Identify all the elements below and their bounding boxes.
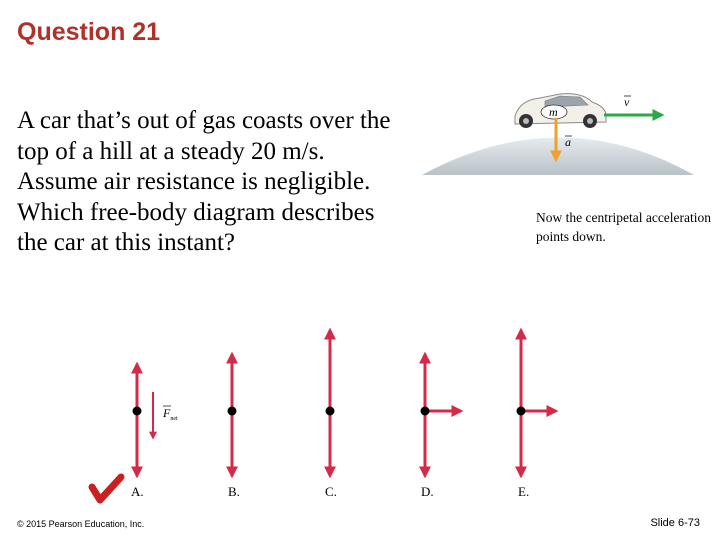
option-e-label: E. bbox=[518, 484, 530, 499]
copyright-text: © 2015 Pearson Education, Inc. bbox=[17, 519, 145, 529]
slide-number: Slide 6-73 bbox=[650, 517, 700, 529]
fbd-option-d bbox=[421, 354, 462, 499]
hill bbox=[422, 138, 694, 176]
fbd-option-e bbox=[517, 330, 557, 499]
velocity-label: v bbox=[624, 95, 630, 109]
option-b-label: B. bbox=[228, 484, 240, 499]
slide-title: Question 21 bbox=[17, 18, 161, 46]
option-c-label: C. bbox=[325, 484, 337, 499]
car-illustration bbox=[515, 94, 606, 128]
fbd-option-b bbox=[228, 354, 240, 499]
checkmark-icon bbox=[92, 477, 121, 500]
fbd-option-a bbox=[92, 364, 178, 500]
fnet-label: $F_{net}$ bbox=[163, 406, 178, 422]
question-text: A car that’s out of gas coasts over the top of a hill at a steady 20 m/s. Assume air resistance is negligible. Which free-body diagram describes the car at this instant? bbox=[17, 107, 391, 256]
centripetal-note: Now the centripetal acceleration points down. bbox=[536, 210, 712, 244]
acceleration-label: a bbox=[565, 135, 571, 149]
option-a-label: A. bbox=[131, 484, 144, 499]
mass-label: m bbox=[549, 105, 558, 119]
fbd-option-c bbox=[325, 330, 337, 499]
option-d-label: D. bbox=[421, 484, 434, 499]
